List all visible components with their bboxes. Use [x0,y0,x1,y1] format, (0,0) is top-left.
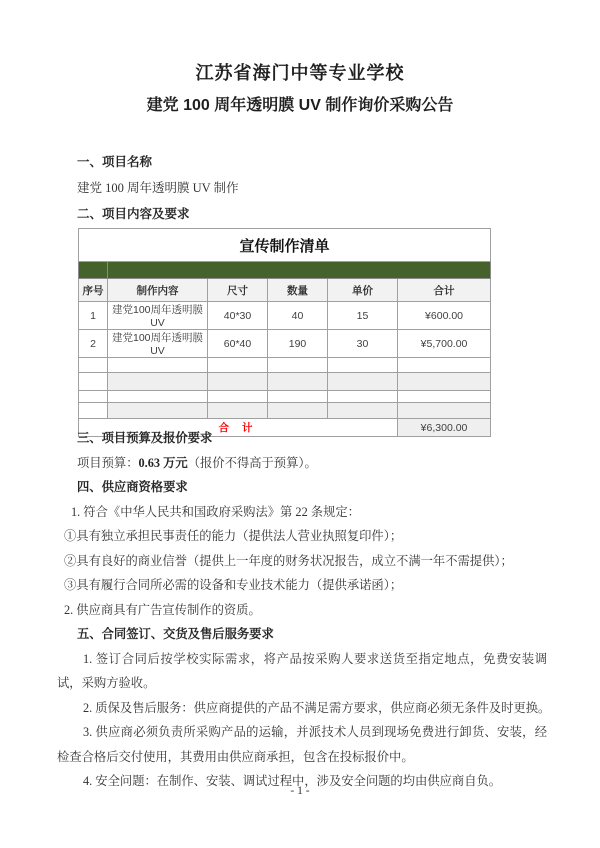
col-header-no: 序号 [79,279,108,302]
cell-content: 建党100周年透明膜UV [108,330,208,358]
section-2-heading: 二、项目内容及要求 [77,207,190,221]
s5-item-2: 2. 质保及售后服务：供应商提供的产品不满足需方要求，供应商必须无条件及时更换。 [83,700,551,715]
doc-title-line1: 江苏省海门中等专业学校 [195,63,405,83]
total-value: ¥6,300.00 [398,419,491,437]
empty-row [79,373,491,391]
section-4-heading: 四、供应商资格要求 [77,480,188,494]
cell-qty: 40 [268,302,328,330]
col-header-size: 尺寸 [208,279,268,302]
empty-row [79,358,491,373]
budget-amount: 0.63 万元 [138,455,188,470]
s4-item-circle3: ③具有履行合同所必需的设备和专业技术能力（提供承诺函）； [64,578,403,592]
section-1-heading: 一、项目名称 [77,155,153,169]
s4-item-circle1: ①具有独立承担民事责任的能力（提供法人营业执照复印件）； [64,529,403,543]
section-3-heading: 三、项目预算及报价要求 [77,431,213,445]
production-list-table [78,228,491,437]
cell-total: ¥600.00 [398,302,491,330]
cell-no: 2 [79,330,108,358]
top-sections [57,149,547,227]
cell-size: 60*40 [208,330,268,358]
cell-qty: 190 [268,330,328,358]
budget-prefix: 项目预算： [77,455,139,470]
page-number: - 1 - [290,785,310,797]
col-header-content: 制作内容 [108,279,208,302]
cell-size: 40*30 [208,302,268,330]
s4-item-1: 1. 符合《中华人民共和国政府采购法》第 22 条规定： [71,504,360,519]
cell-content: 建党100周年透明膜UV [108,302,208,330]
cell-no: 1 [79,302,108,330]
section-5-heading: 五、合同签订、交货及售后服务要求 [77,627,274,641]
cell-unit-price: 30 [328,330,398,358]
s5-item-4: 4. 安全问题：在制作、安装、调试过程中，涉及安全问题的均由供应商自负。 [83,774,502,788]
green-band-cell-right [108,262,491,279]
green-band-row [79,262,491,279]
green-band-cell-left [79,262,108,279]
cell-unit-price: 15 [328,302,398,330]
budget-suffix: （报价不得高于预算）。 [187,455,317,470]
table-header-row [79,279,491,302]
s5-item-3: 3. 供应商必须负责所采购产品的运输，并派技术人员到现场免费进行卸货、安装，经检查合格后交付使用，其费用由供应商承担，包含在投标报价中。 [57,725,547,764]
total-label: 合 计 [79,419,398,437]
empty-row [79,403,491,419]
s5-item-1: 1. 签订合同后按学校实际需求，将产品按采购人要求送货至指定地点，免费安装调试，采购方验收。 [57,651,547,690]
empty-row [79,391,491,403]
col-header-total: 合计 [398,279,491,302]
body-sections [57,426,551,794]
production-list-table-wrapper [78,228,491,437]
s4-item-circle2: ②具有良好的商业信誉（提供上一年度的财务状况报告，成立不满一年不需提供）； [64,553,513,568]
section-1-body: 建党 100 周年透明膜 UV 制作 [77,181,239,195]
table-row [79,330,491,358]
budget-line [57,451,547,476]
col-header-qty: 数量 [268,279,328,302]
table-title: 宣传制作清单 [79,229,491,262]
s4-item-2: 2. 供应商具有广告宣传制作的资质。 [64,602,261,617]
col-header-unit-price: 单价 [328,279,398,302]
doc-title-line2: 建党 100 周年透明膜 UV 制作询价采购公告 [146,97,454,114]
table-row [79,302,491,330]
cell-total: ¥5,700.00 [398,330,491,358]
